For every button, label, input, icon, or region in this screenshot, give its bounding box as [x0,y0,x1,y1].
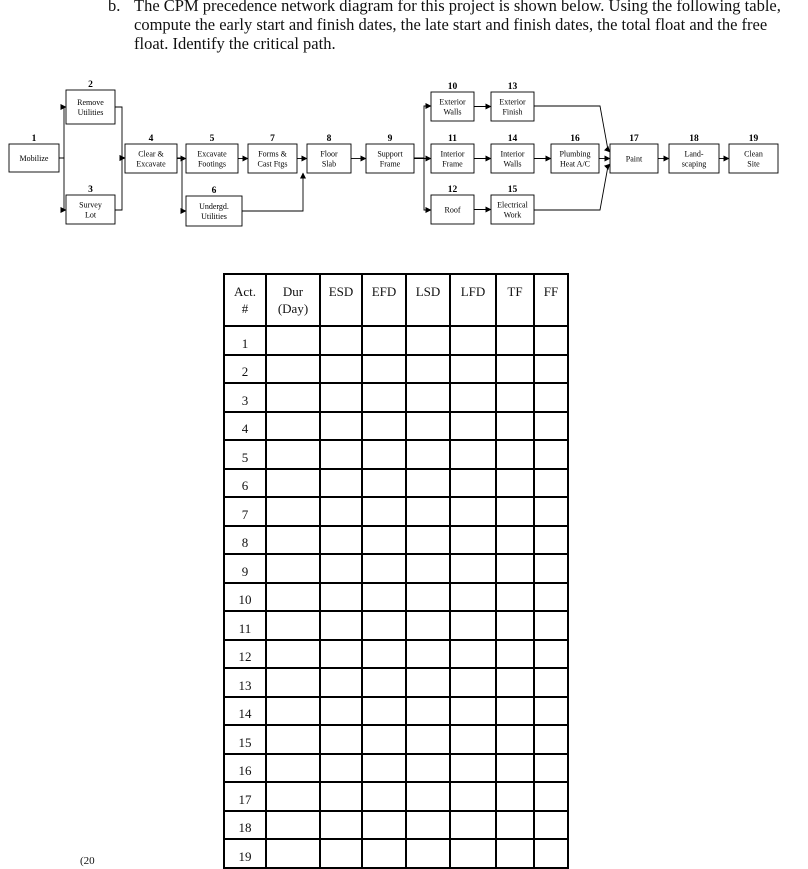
activity-label: Work [503,210,522,220]
activity-node-5 [186,134,238,173]
answer-cell[interactable] [320,611,362,640]
answer-cell[interactable] [320,497,362,526]
answer-cell[interactable] [406,782,450,811]
column-header-line2: (Day) [277,301,309,316]
answer-cell[interactable] [320,754,362,783]
column-header-line1: TF [507,284,523,299]
activity-number: 1 [31,134,37,144]
activity-number: 7 [270,134,275,144]
answer-cell[interactable] [534,554,568,583]
answer-cell[interactable] [362,412,406,441]
question-label: b. [108,0,121,15]
answer-cell[interactable] [534,754,568,783]
table-header-row [224,274,568,326]
answer-cell[interactable] [362,326,406,355]
column-header [534,274,568,326]
column-header-line1: Dur [282,284,304,299]
answer-cell[interactable] [450,383,496,412]
column-header-line1: LFD [460,284,486,299]
answer-cell[interactable] [534,782,568,811]
answer-cell[interactable] [362,811,406,840]
activity-node-18 [669,134,719,173]
activity-number-cell: 4 [224,412,266,441]
activity-box-6 [186,196,242,226]
column-header [266,274,320,326]
answer-cell[interactable] [496,583,534,612]
answer-cell[interactable] [534,668,568,697]
activity-number: 2 [88,80,93,90]
activity-box-7 [248,144,297,173]
answer-cell[interactable] [496,554,534,583]
answer-cell[interactable] [496,640,534,669]
answer-cell[interactable] [266,412,320,441]
answer-cell[interactable] [406,554,450,583]
activity-label: Slab [321,159,337,169]
answer-cell[interactable] [362,839,406,868]
activity-number-cell: 1 [224,326,266,355]
answer-cell[interactable] [450,697,496,726]
answer-cell[interactable] [450,782,496,811]
activity-label: Floor [320,149,338,159]
activity-label: Interior [440,149,465,159]
answer-cell[interactable] [362,526,406,555]
activity-box-9 [366,144,414,173]
answer-cell[interactable] [406,811,450,840]
answer-cell[interactable] [450,440,496,469]
answer-cell[interactable] [450,839,496,868]
column-header [406,274,450,326]
answer-cell[interactable] [320,554,362,583]
table-row [224,611,568,640]
answer-cell[interactable] [534,440,568,469]
answer-cell[interactable] [266,355,320,384]
activity-number: 6 [211,186,217,196]
table-row [224,412,568,441]
column-header [320,274,362,326]
table-row [224,355,568,384]
answer-cell[interactable] [406,469,450,498]
activity-label: Excavate [136,159,166,169]
answer-cell[interactable] [406,668,450,697]
answer-cell[interactable] [534,469,568,498]
answer-cell[interactable] [362,583,406,612]
activity-number-cell: 11 [224,611,266,640]
activity-label: Forms & [258,149,287,159]
activity-label: Walls [443,107,462,117]
activity-number: 19 [748,134,759,144]
activity-label: Clear & [138,149,164,159]
answer-cell[interactable] [320,412,362,441]
column-header-line1: Act. [233,284,257,299]
answer-cell[interactable] [362,754,406,783]
table-row [224,583,568,612]
edge-4-6 [177,158,186,211]
activity-node-15 [491,185,534,224]
answer-cell[interactable] [362,440,406,469]
activity-label: Mobilize [19,154,49,163]
column-header-line1: FF [543,284,559,299]
table-row [224,383,568,412]
activity-box-5 [186,144,238,173]
activity-box-11 [431,144,474,173]
answer-cell[interactable] [450,583,496,612]
answer-cell[interactable] [406,526,450,555]
answer-cell[interactable] [406,640,450,669]
answer-cell[interactable] [496,811,534,840]
activity-number: 5 [209,134,215,144]
answer-cell[interactable] [266,469,320,498]
answer-cell[interactable] [534,697,568,726]
activity-label: Support [377,149,403,159]
table-body [224,326,568,868]
table-row [224,839,568,868]
edge-2-4 [115,107,125,158]
activity-box-16 [551,144,599,173]
answer-cell[interactable] [450,554,496,583]
answer-cell[interactable] [450,640,496,669]
edge-9-10 [414,106,431,158]
answer-cell[interactable] [266,782,320,811]
activity-number: 10 [447,82,458,92]
activity-box-15 [491,195,534,224]
activity-number-cell: 13 [224,668,266,697]
cutoff-footer-text: (20 [80,855,95,867]
activity-number: 3 [88,185,93,195]
table-row [224,811,568,840]
answer-cell[interactable] [320,326,362,355]
activity-number-cell: 5 [224,440,266,469]
answer-cell[interactable] [362,697,406,726]
answer-cell[interactable] [266,668,320,697]
answer-cell[interactable] [406,611,450,640]
answer-cell[interactable] [406,440,450,469]
answer-cell[interactable] [496,526,534,555]
column-header-line1: LSD [415,284,441,299]
network-nodes [9,80,778,226]
column-header [450,274,496,326]
activity-label: Cast Ftgs [257,159,288,169]
answer-cell[interactable] [450,754,496,783]
activity-label: Plumbing [559,149,591,159]
answer-cell[interactable] [266,497,320,526]
activity-node-8 [307,134,351,173]
edge-9-12 [414,158,431,210]
column-header [362,274,406,326]
activity-number: 14 [507,134,518,144]
answer-cell[interactable] [496,440,534,469]
edge-6-7 [242,173,303,211]
activity-number-cell: 8 [224,526,266,555]
activity-node-19 [729,134,778,173]
answer-cell[interactable] [266,326,320,355]
edge-1-3 [59,158,66,210]
activity-number: 8 [326,134,332,144]
activity-number-cell: 12 [224,640,266,669]
activity-label: Paint [625,154,643,164]
edge-3-4 [115,158,125,210]
activity-label: Clean [744,149,763,159]
answer-cell[interactable] [320,725,362,754]
activity-box-14 [491,144,534,173]
activity-label: Footings [197,159,227,169]
answer-cell[interactable] [534,583,568,612]
answer-cell[interactable] [362,554,406,583]
answer-cell[interactable] [362,725,406,754]
answer-cell[interactable] [496,497,534,526]
answer-cell[interactable] [362,668,406,697]
answer-cell[interactable] [406,355,450,384]
answer-cell[interactable] [406,697,450,726]
answer-cell[interactable] [406,412,450,441]
activity-number-cell: 16 [224,754,266,783]
answer-table [223,273,569,869]
activity-node-9 [366,134,414,173]
activity-label: Finish [502,107,523,117]
activity-number: 16 [570,134,580,144]
activity-label: Survey [79,200,102,210]
answer-cell[interactable] [450,497,496,526]
activity-node-7 [248,134,297,173]
answer-cell[interactable] [406,725,450,754]
activity-number-cell: 3 [224,383,266,412]
activity-node-4 [125,134,177,173]
activity-number-cell: 14 [224,697,266,726]
column-header-line2: # [241,301,249,316]
activity-label: Land- [684,149,704,159]
activity-label: Site [747,159,760,169]
question-text: The CPM precedence network diagram for this project is shown below. Using the following table, compute the early start and finish dates, the late start and finish dates, the total float and the free float. Identify the critical path. [134,0,781,53]
answer-cell[interactable] [534,497,568,526]
answer-cell[interactable] [266,839,320,868]
activity-box-19 [729,144,778,173]
activity-label: Remove [77,98,104,107]
answer-cell[interactable] [406,326,450,355]
answer-cell[interactable] [320,811,362,840]
activity-label: Exterior [499,97,526,107]
table-row [224,469,568,498]
cpm-network-diagram [0,0,808,240]
activity-node-1 [9,134,59,172]
answer-cell[interactable] [450,668,496,697]
activity-node-17 [610,134,658,173]
answer-cell[interactable] [406,497,450,526]
activity-number: 11 [448,134,457,144]
answer-cell[interactable] [496,355,534,384]
answer-cell[interactable] [266,554,320,583]
answer-cell[interactable] [320,697,362,726]
answer-cell[interactable] [450,526,496,555]
answer-cell[interactable] [496,782,534,811]
answer-cell[interactable] [496,754,534,783]
activity-node-14 [491,134,534,173]
answer-cell[interactable] [266,440,320,469]
edge-1-2 [59,107,66,158]
answer-cell[interactable] [320,526,362,555]
activity-box-3 [66,195,115,224]
activity-label: Frame [379,159,401,169]
answer-cell[interactable] [362,782,406,811]
answer-cell[interactable] [496,412,534,441]
table-row [224,497,568,526]
answer-cell[interactable] [320,839,362,868]
answer-cell[interactable] [496,839,534,868]
activity-label: Electrical [497,200,528,210]
table-row [224,554,568,583]
answer-cell[interactable] [320,668,362,697]
activity-label: Roof [444,205,461,215]
answer-cell[interactable] [534,640,568,669]
activity-box-10 [431,92,474,121]
table-row [224,326,568,355]
activity-label: Walls [503,159,522,169]
answer-cell[interactable] [450,611,496,640]
activity-box-8 [307,144,351,173]
answer-cell[interactable] [450,326,496,355]
answer-cell[interactable] [320,469,362,498]
activity-number-cell: 10 [224,583,266,612]
table-row [224,440,568,469]
activity-label: Excavate [197,149,227,159]
answer-cell[interactable] [320,355,362,384]
answer-cell[interactable] [534,326,568,355]
activity-node-11 [431,134,474,173]
answer-cell[interactable] [534,355,568,384]
table-row [224,526,568,555]
activity-number: 4 [148,134,154,144]
answer-cell[interactable] [496,383,534,412]
answer-cell[interactable] [534,526,568,555]
answer-cell[interactable] [450,469,496,498]
answer-cell[interactable] [362,640,406,669]
activity-number: 9 [387,134,393,144]
answer-cell[interactable] [266,526,320,555]
activity-number-cell: 6 [224,469,266,498]
answer-cell[interactable] [534,839,568,868]
activity-number: 18 [689,134,699,144]
activity-number-cell: 18 [224,811,266,840]
answer-cell[interactable] [496,725,534,754]
answer-cell[interactable] [534,611,568,640]
activity-number: 15 [507,185,518,195]
table-row [224,782,568,811]
answer-cell[interactable] [266,811,320,840]
answer-cell[interactable] [320,640,362,669]
answer-cell[interactable] [534,383,568,412]
activity-number: 12 [447,185,458,195]
answer-cell[interactable] [362,355,406,384]
activity-box-4 [125,144,177,173]
activity-number-cell: 19 [224,839,266,868]
activity-node-3 [66,185,115,224]
answer-cell[interactable] [266,611,320,640]
answer-cell[interactable] [450,725,496,754]
activity-node-12 [431,185,474,224]
column-header-line1: EFD [371,284,397,299]
activity-node-10 [431,82,474,121]
activity-node-16 [551,134,599,173]
activity-number: 13 [507,82,518,92]
table-row [224,640,568,669]
activity-label: scaping [681,159,707,169]
answer-cell[interactable] [450,355,496,384]
activity-label: Utilities [201,212,227,221]
activity-number-cell: 9 [224,554,266,583]
answer-cell[interactable] [362,469,406,498]
activity-number: 17 [629,134,639,144]
answer-cell[interactable] [534,811,568,840]
column-header [224,274,266,326]
answer-cell[interactable] [362,383,406,412]
answer-cell[interactable] [320,440,362,469]
answer-cell[interactable] [320,782,362,811]
column-header-line1: ESD [328,284,354,299]
answer-cell[interactable] [266,640,320,669]
activity-box-2 [66,90,115,124]
activity-label: Interior [500,149,525,159]
answer-cell[interactable] [320,383,362,412]
table-row [224,668,568,697]
table-row [224,754,568,783]
column-header [496,274,534,326]
activity-label: Frame [442,159,463,169]
answer-cell[interactable] [362,497,406,526]
activity-label: Heat A/C [560,159,590,169]
activity-label: Exterior [439,97,466,107]
answer-cell[interactable] [362,611,406,640]
table-row [224,697,568,726]
activity-number-cell: 15 [224,725,266,754]
answer-cell[interactable] [266,725,320,754]
table-row [224,725,568,754]
answer-cell[interactable] [406,839,450,868]
answer-cell[interactable] [406,383,450,412]
answer-cell[interactable] [496,668,534,697]
answer-cell[interactable] [534,412,568,441]
answer-cell[interactable] [266,383,320,412]
answer-cell[interactable] [406,754,450,783]
answer-cell[interactable] [266,583,320,612]
answer-cell[interactable] [496,611,534,640]
activity-label: Utilities [77,108,104,117]
answer-cell[interactable] [450,412,496,441]
activity-number-cell: 2 [224,355,266,384]
activity-node-6 [186,186,242,226]
activity-number-cell: 17 [224,782,266,811]
answer-cell[interactable] [496,697,534,726]
activity-label: Lot [84,210,97,220]
activity-node-2 [66,80,115,124]
activity-node-13 [491,82,534,121]
activity-number-cell: 7 [224,497,266,526]
answer-cell[interactable] [406,583,450,612]
answer-cell[interactable] [450,811,496,840]
answer-cell[interactable] [320,583,362,612]
activity-box-13 [491,92,534,121]
activity-label: Undergd. [199,202,229,211]
answer-cell[interactable] [496,469,534,498]
answer-cell[interactable] [534,725,568,754]
answer-cell[interactable] [266,754,320,783]
answer-cell[interactable] [496,326,534,355]
activity-box-18 [669,144,719,173]
answer-cell[interactable] [266,697,320,726]
